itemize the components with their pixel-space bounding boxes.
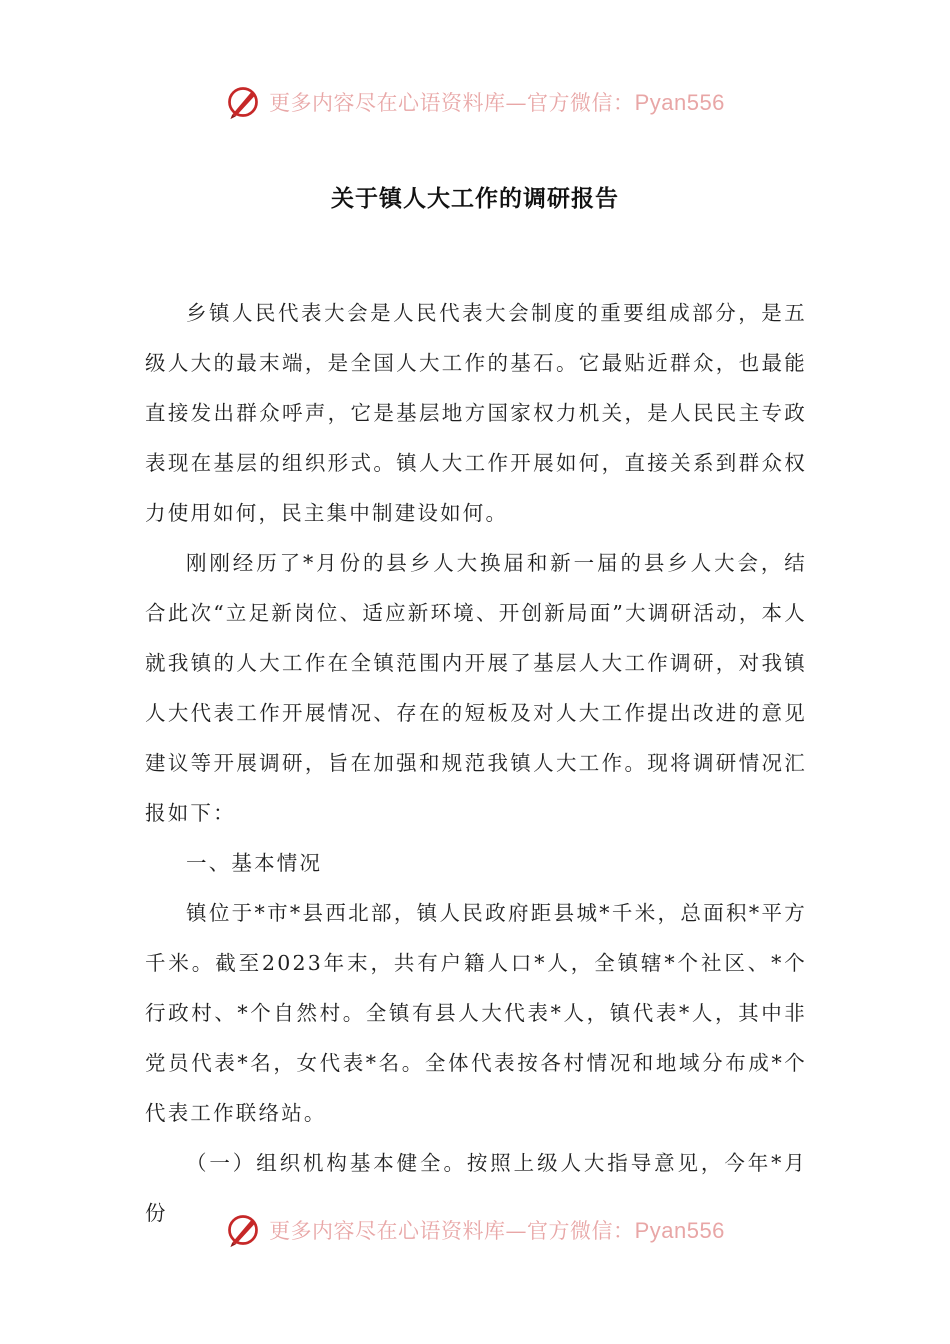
- pen-logo-icon: [225, 1212, 261, 1248]
- paragraph: 刚刚经历了*月份的县乡人大换届和新一届的县乡人大会，结合此次“立足新岗位、适应新环境、开创新局面”大调研活动，本人就我镇的人大工作在全镇范围内开展了基层人大工作调研，对我镇人大代表工作开展情况、存在的短板及对人大工作提出改进的意见建议等开展调研，旨在加强和规范我镇人大工作。现将调研情况汇报如下：: [145, 551, 807, 825]
- pen-logo-icon: [225, 84, 261, 120]
- paragraph: （一）组织机构基本健全。按照上级人大指导意见，今年*月份: [145, 1151, 807, 1225]
- wechat-id: Pyan556: [634, 90, 725, 115]
- banner-text: 更多内容尽在心语资料库—官方微信：Pyan556: [269, 90, 725, 115]
- section-heading: 一、基本情况: [186, 851, 323, 875]
- wechat-id: Pyan556: [634, 1218, 725, 1243]
- document-body: [145, 288, 807, 1238]
- footer-watermark-banner: [0, 1208, 950, 1252]
- paragraph: 乡镇人民代表大会是人民代表大会制度的重要组成部分，是五级人大的最末端，是全国人大工作的基石。它最贴近群众，也最能直接发出群众呼声，它是基层地方国家权力机关，是人民民主专政表现在基层的组织形式。镇人大工作开展如何，直接关系到群众权力使用如何，民主集中制建设如何。: [145, 301, 807, 525]
- header-watermark-banner: [0, 80, 950, 124]
- paragraph: 镇位于*市*县西北部，镇人民政府距县城*千米，总面积*平方千米。截至2023年末，共有户籍人口*人，全镇辖*个社区、*个行政村、*个自然村。全镇有县人大代表*人，镇代表*人，其中非党员代表*名，女代表*名。全体代表按各村情况和地域分布成*个代表工作联络站。: [145, 901, 807, 1125]
- banner-text: 更多内容尽在心语资料库—官方微信：Pyan556: [269, 1218, 725, 1243]
- document-title: 关于镇人大工作的调研报告: [331, 185, 619, 212]
